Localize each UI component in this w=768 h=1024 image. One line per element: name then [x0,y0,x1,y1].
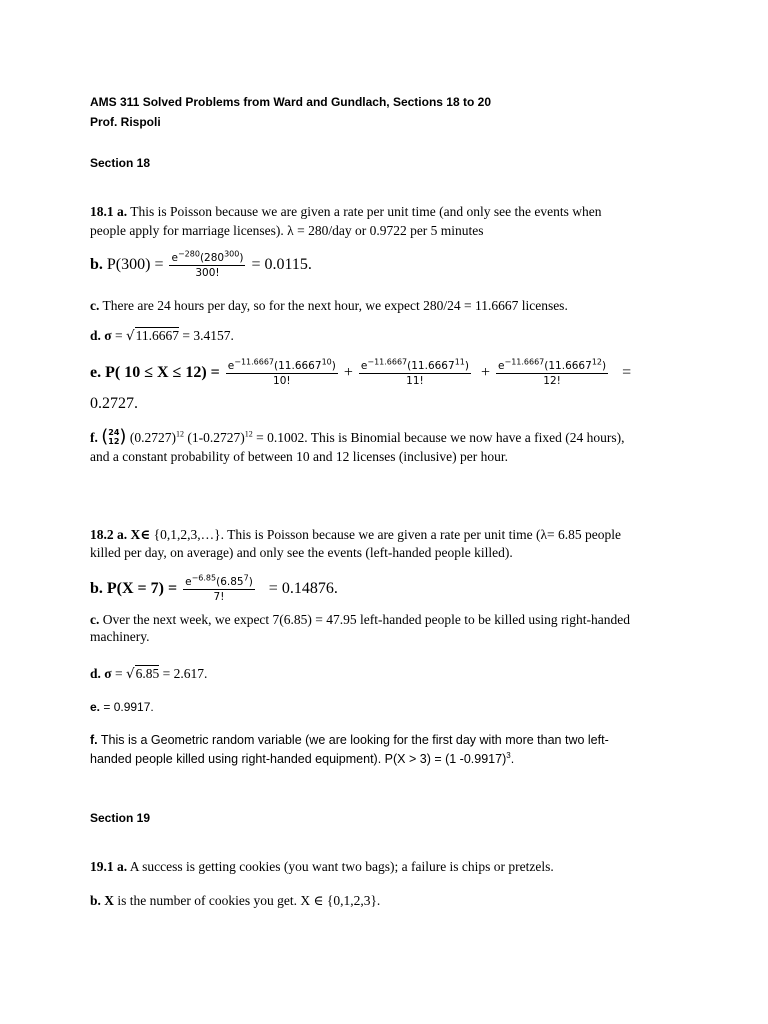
p18-2-c-line1: c. Over the next week, we expect 7(6.85) = 47.95 left-handed people to be killed using right-handed [90,612,630,627]
p18-1-e-result: 0.2727. [90,395,138,412]
p18-1-f-line1: f. ( 24 12 ) $(0.2727)^{12}$ $(1-0.2727)^{12} = 0.1002$. This is Binomial because we now have a fixed (24 hours), [90,426,625,447]
section-18-heading: Section 18 [90,156,151,170]
p18-2-a-line1: 18.2 a. X∈ {0,1,2,3,…}. This is Poisson because we are given a rate per unit time (λ= 6.85 people [90,527,622,542]
section-19-heading: Section 19 [90,811,151,825]
p18-2-f-line1: f. This is a Geometric random variable (we are looking for the first day with more than two left- [90,733,609,747]
p18-1-f-line2: and a constant probability of between 10 and 12 licenses (inclusive) per hour. [90,449,509,464]
p19-1-b: b. X is the number of cookies you get. X ∈ {0,1,2,3}. [90,893,381,908]
document-author: Prof. Rispoli [90,115,161,129]
p18-2-c-line2: machinery. [90,629,150,644]
p18-1-e: e. P( 10 ≤ X ≤ 12) = $\frac{e^{-11.6667}(11.6667^{10})}{10!}$ + $\frac{e^{-11.6667}(11.6667^{11})}{11!}$ + $\frac{e^{-11.6667}(11.6667^{12})}{12!}$ = [90,357,632,387]
p18-1-e-fraction-2: $\frac{e^{-11.6667}(11.6667^{11})}{11!}$ [360,357,469,387]
binomial-coefficient: ( 24 12 ) [101,426,127,447]
p18-2-d: d. σ = √6.85 = 2.617. [90,666,208,682]
p18-1-d: d. σ = √11.6667 = 3.4157. [90,328,234,344]
p18-1-b-fraction: $\frac{e^{-280}(280^{300})}{300!}$ [171,249,244,279]
p18-1-c: c. There are 24 hours per day, so for the next hour, we expect 280/24 = 11.6667 licenses. [90,298,568,313]
p18-2-b: b. P(X = 7) = $\frac{e^{-6.85}(6.85^7)}{7!}$ = 0.14876. [90,573,338,603]
p18-1-e-fraction-1: $\frac{e^{-11.6667}(11.6667^{10})}{10!}$ [227,357,336,387]
p19-1-a: 19.1 a. A success is getting cookies (you want two bags); a failure is chips or pretzels. [90,859,554,874]
p18-2-b-fraction: $\frac{e^{-6.85}(6.85^7)}{7!}$ [185,573,253,603]
p18-1-a-line1: 18.1 a. This is Poisson because we are given a rate per unit time (and only see the events when [90,204,602,219]
document-title: AMS 311 Solved Problems from Ward and Gundlach, Sections 18 to 20 [90,95,491,109]
p18-2-e: e. = 0.9917. [90,700,154,714]
p18-2-a-line2: killed per day, on average) and only see the events (left-handed people killed). [90,545,513,560]
p18-1-a-line2: people apply for marriage licenses). λ = 280/day or 0.9722 per 5 minutes [90,223,484,238]
p18-1-b: b. P(300) = $\frac{e^{-280}(280^{300})}{300!}$ = 0.0115. [90,249,312,279]
p18-1-e-fraction-3: $\frac{e^{-11.6667}(11.6667^{12})}{12!}$ [498,357,607,387]
p18-2-f-line2: handed people killed using right-handed equipment). P(X > 3) = (1 -0.9917)$^3$. [90,750,515,766]
